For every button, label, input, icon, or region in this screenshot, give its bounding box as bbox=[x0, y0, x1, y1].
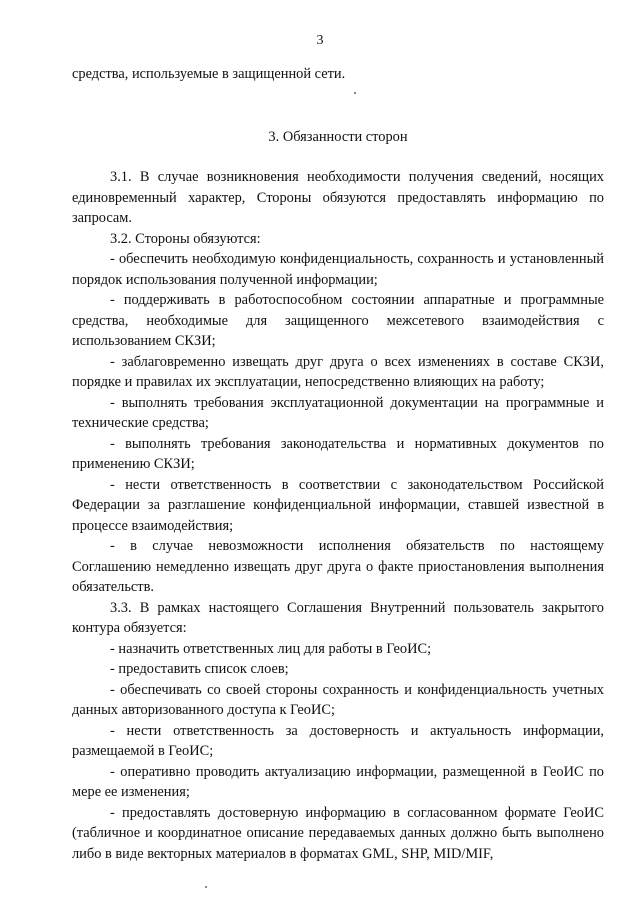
paragraph-3-3: 3.3. В рамках настоящего Соглашения Внутренний пользователь закрытого контура обязуется: bbox=[72, 599, 604, 636]
list-item: - в случае невозможности исполнения обязательств по настоящему Соглашению немедленно извещать друг друга о факте приостановления выполнения обязательств. bbox=[72, 538, 604, 595]
list-item: - обеспечивать со своей стороны сохранность и конфиденциальность учетных данных авторизованного доступа к ГеоИС; bbox=[72, 681, 604, 718]
document-body bbox=[72, 64, 604, 864]
list-item: - поддерживать в работоспособном состоянии аппаратные и программные средства, необходимые для защищенного межсетевого взаимодействия с использованием СКЗИ; bbox=[72, 292, 604, 349]
list-item: - нести ответственность за достоверность и актуальность информации, размещаемой в ГеоИС; bbox=[72, 722, 604, 759]
list-item: - нести ответственность в соответствии с законодательством Российской Федерации за разглашение конфиденциальной информации, ставшей известной в процессе взаимодействия; bbox=[72, 476, 604, 534]
list-item: - заблаговременно извещать друг друга о всех изменениях в составе СКЗИ, порядке и правилах их эксплуатации, непосредственно влияющих на работу; bbox=[72, 353, 604, 390]
list-item: - оперативно проводить актуализацию информации, размещенной в ГеоИС по мере ее изменения; bbox=[72, 763, 604, 800]
paragraph-3-1: 3.1. В случае возникновения необходимости получения сведений, носящих единовременный характер, Стороны обязуются предоставлять информацию по запросам. bbox=[72, 169, 604, 226]
scan-speck bbox=[354, 92, 356, 94]
list-item: - обеспечить необходимую конфиденциальность, сохранность и установленный порядок использования полученной информации; bbox=[72, 251, 604, 288]
list-item: - выполнять требования эксплуатационной документации на программные и технические средства; bbox=[72, 394, 604, 431]
list-item: - предоставлять достоверную информацию в согласованном формате ГеоИС (табличное и координатное описание передаваемых данных должно быть выполнено либо в виде векторных материалов в форматах GML, SHP, MID/MIF, bbox=[72, 804, 604, 862]
list-item: - выполнять требования законодательства и нормативных документов по применению СКЗИ; bbox=[72, 435, 604, 472]
scan-speck bbox=[205, 886, 207, 888]
page-number: 3 bbox=[316, 33, 324, 48]
list-item: - назначить ответственных лиц для работы в ГеоИС; bbox=[110, 640, 432, 657]
paragraph-continuation: средства, используемые в защищенной сети. bbox=[72, 66, 346, 82]
list-item: - предоставить список слоев; bbox=[110, 661, 289, 677]
paragraph-3-2: 3.2. Стороны обязуются: bbox=[110, 230, 261, 247]
section-heading: 3. Обязанности сторон bbox=[268, 128, 408, 145]
